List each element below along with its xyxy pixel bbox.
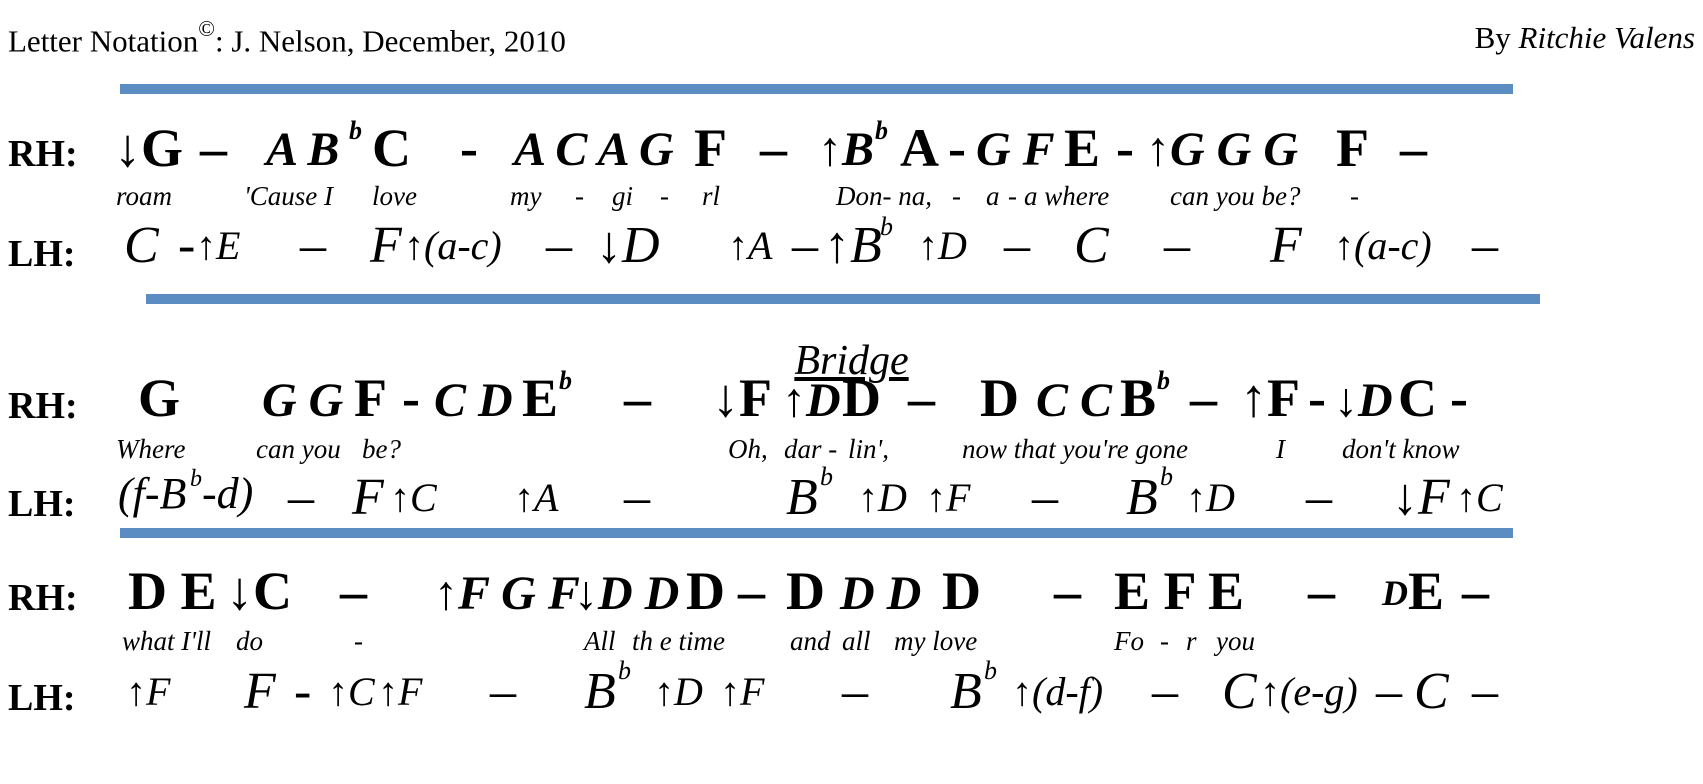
lyric: rl [702,181,721,211]
lh-flat-sup: b [820,462,833,491]
lh-note: C [124,217,159,274]
lh-note-up: ↑F [720,669,765,714]
rh-note: B [1120,368,1157,428]
lyric: Don- na, [836,181,932,211]
lh-dash: – [1004,217,1030,274]
lyric: be? [362,434,401,464]
lh-flat-sup: b [618,656,631,685]
lh-chord: ↑(e-g) [1260,669,1358,714]
rh-notes: ↓D D [574,567,680,620]
rh-dash: – [624,368,651,428]
rh-dash: – [760,118,787,178]
lh-note: F [370,217,402,274]
lh-note: F [1270,217,1302,274]
rh-flat-sup: b [559,366,572,395]
rh-note: D [842,368,881,428]
lyric: dar - [784,434,838,464]
rh-notes: G G [262,374,344,427]
lyric: you [1216,626,1255,656]
lyric: - [354,626,363,656]
lh-flat-sup: b [190,466,202,492]
lh-note-up: ↑F [926,475,971,520]
lh-flat-sup: b [1160,462,1173,491]
lyric: love [372,181,417,211]
lh-note: B [786,469,818,526]
lh-dash: – [1164,217,1190,274]
rh-notes: ↑G G G [1146,123,1298,176]
lh-flat-sup: b [984,656,997,685]
rh-dash: – [1462,561,1489,621]
notation-label: Letter Notation [8,23,199,59]
lh-note-up: ↑D [858,475,907,520]
lh-chord: -d) [202,469,254,518]
rh-dash: - [948,118,966,178]
rh-flat-sup: b [1157,366,1170,395]
rh-dash: – [200,118,227,178]
lh-dash: – [1306,469,1332,526]
lyric: r [1186,626,1197,656]
lh-chord: (f-B [118,469,187,518]
rh-note: D [980,368,1019,428]
lyric: th e time [632,626,725,656]
lh-note-up: ↑D [918,223,967,268]
lh-dash: – [490,663,516,720]
lh-chord: ↑(a-c) [404,223,502,268]
rh-dash: - [460,118,478,178]
rh-note: E [1408,561,1445,621]
lyric: - [1008,181,1017,211]
lh-dash: – [1152,663,1178,720]
lh-chord: ↑(a-c) [1334,223,1432,268]
rh-notes: C D [434,374,513,427]
lh-dash: – [792,217,818,274]
lyric: I [1276,434,1285,464]
lyric: all [842,626,871,656]
rh-note: D E [128,561,217,621]
credit-text: : J. Nelson, December, 2010 [214,23,566,59]
rh-label-3: RH: [8,577,78,619]
lh-note-up: ↑D [1186,475,1235,520]
rh-note: E [1064,118,1101,178]
lyric: do [236,626,263,656]
lh-note: B [950,663,982,720]
rh-notes: ↓D [1334,374,1393,427]
rh-note: C [1398,368,1437,428]
lh-note-up: ↑E [196,223,241,268]
lyric: - [575,181,584,211]
lyric: a where [1024,181,1110,211]
lh-note: ↓F [1392,469,1450,526]
lh-dash: – [288,469,314,526]
lyric: 'Cause I [244,181,334,211]
lh-note: B [584,663,616,720]
lyric: my [510,181,542,211]
top-rule [120,84,1513,94]
rh-note: ↓C [226,561,292,621]
rh-notes: D D [840,567,922,620]
rh-note: A [900,118,939,178]
lyric: - [952,181,961,211]
rh-note: F [694,118,727,178]
lh-note-up: ↑D [654,669,703,714]
lh-note: F [352,469,384,526]
rh-dash: – [1190,368,1217,428]
author-credit [1475,20,1695,56]
lh-dash: - [178,217,196,274]
lyric: now that you're gone [962,434,1188,464]
rh-note: D [942,561,981,621]
lyric: what I'll [122,626,212,656]
lh-dash: – [1472,663,1498,720]
rh-dash: - [1308,368,1326,428]
rh-note: F [354,368,387,428]
rule-after-system-2 [120,528,1513,538]
lh-dash: – [624,469,650,526]
lh-note-up: ↑C [1456,475,1503,520]
rh-dash: – [1308,561,1335,621]
lh-note-up: ↑F [126,669,171,714]
rh-dash: - [402,368,420,428]
rh-dash: – [908,368,935,428]
rh-note: D [686,561,725,621]
rh-dash: – [738,561,765,621]
rh-dash: – [1054,561,1081,621]
rh-note: C [372,118,411,178]
lyric: roam [116,181,173,211]
lh-note: ↓D [596,217,660,274]
lyric: All [584,626,616,656]
rh-dash: - [1450,368,1468,428]
bridge-title: Bridge [794,338,909,384]
rh-note: ↓G [114,118,184,178]
rh-notes: A B [266,123,340,176]
rule-after-system-1 [146,294,1540,304]
lyric: Where [116,434,186,464]
rh-label-1: RH: [8,133,78,175]
lyric: can you [256,434,341,464]
notation-credit [8,16,566,59]
lyric: a [986,181,1000,211]
lh-dash: – [300,217,326,274]
rh-note: D [786,561,825,621]
lyric: - [1160,626,1169,656]
lh-dash: - [294,663,312,720]
rh-label-2: RH: [8,385,78,427]
rh-note: ↑F [1240,368,1300,428]
rh-dash: – [340,561,367,621]
lh-note: ↑B [824,217,882,274]
lh-note: F [244,663,276,720]
lh-label-2: LH: [8,483,76,525]
artist-name: Ritchie Valens [1518,20,1695,55]
lh-dash: – [546,217,572,274]
lyric: can you be? [1170,181,1301,211]
lh-note: B [1126,469,1158,526]
rh-notes: A C A G [514,123,674,176]
rh-dash: - [1116,118,1134,178]
lyric: - [660,181,669,211]
lh-flat-sup: b [880,212,893,241]
by-label: By [1474,20,1511,55]
rh-note: G [138,368,181,428]
rh-dash: – [1400,118,1427,178]
lyric: my love [894,626,978,656]
lyric: Oh, [728,434,768,464]
lyric: gi [612,181,634,211]
rh-notes: ↑F G F [434,567,580,620]
rh-notes: E F E [1114,561,1245,621]
lh-label-3: LH: [8,677,76,719]
lh-dash: – [1376,663,1402,720]
lyric: Fo [1114,626,1144,656]
lh-note-up: ↑F [378,669,423,714]
rh-notes: C C [1036,374,1113,427]
copyright-symbol: © [198,16,215,41]
lh-dash: – [1032,469,1058,526]
rh-note: ↓F [712,368,772,428]
lh-dash: – [842,663,868,720]
lh-note-up: ↑C [328,669,375,714]
rh-flat-sup: b [875,116,888,145]
lh-note-up: ↑A [514,475,559,520]
lh-note-up: ↑C [390,475,437,520]
lh-note: C [1074,217,1109,274]
rh-notes: ↑B [818,123,875,176]
lh-chord: ↑(d-f) [1012,669,1104,714]
lyric: lin', [848,434,890,464]
lyric: don't know [1342,434,1460,464]
lyric: and [790,626,831,656]
rh-note: F [1336,118,1369,178]
rh-grace-note: D [1382,573,1408,613]
lh-dash: – [1472,217,1498,274]
lh-label-1: LH: [8,233,76,275]
rh-notes: ↑D [782,374,841,427]
rh-notes: G F [976,123,1055,176]
rh-flat-sup: b [349,116,362,145]
rh-note: E [522,368,559,428]
lyric: - [1350,181,1359,211]
lh-note-up: ↑A [728,223,773,268]
lh-note: C [1414,663,1449,720]
lh-note: C [1222,663,1257,720]
